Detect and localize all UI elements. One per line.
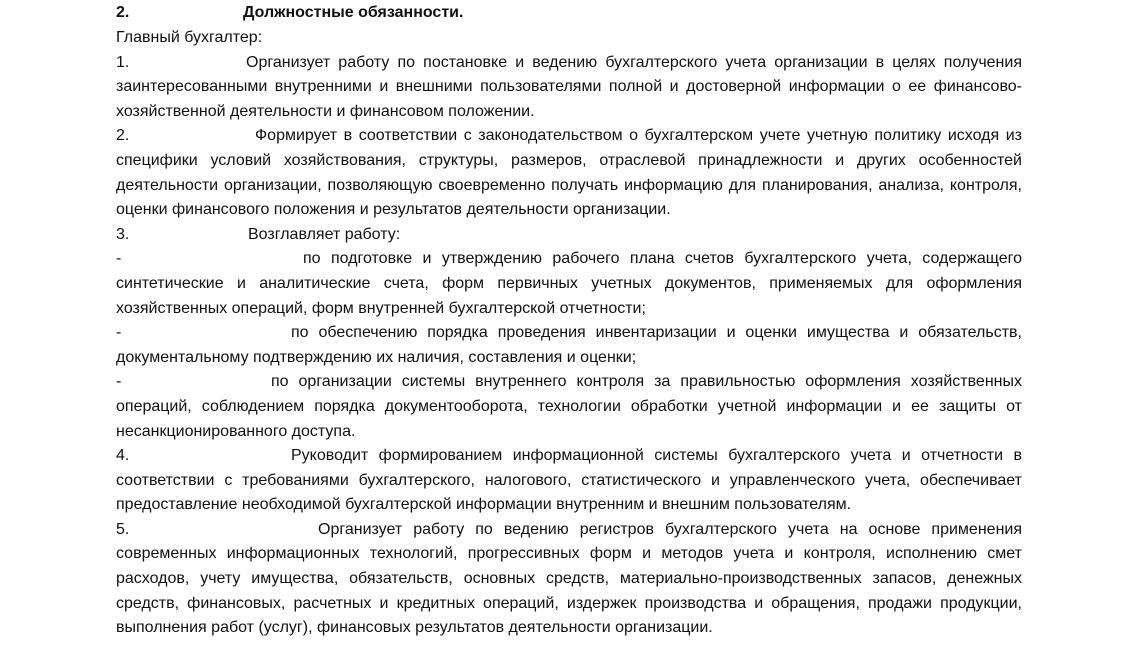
item-text: Организует работу по ведению регистров бухгалтерского учета на основе применения современных информационных технологий, прогрессивных форм и методов учета и контроля, исполнению смет расходов, учету имущества, обязательств, основных средств, материально-производственных запасов, денежных средств, финансовых, расчетных и кредитных операций, издержек производства и обращения, продажи продукции, выполнения работ (услуг), финансовых результатов деятельности организации. [116, 520, 1022, 637]
duty-item-1 [116, 51, 1022, 125]
duty-item-2 [116, 124, 1022, 222]
duty-item-4 [116, 444, 1022, 518]
item-text: по обеспечению порядка проведения инвентаризации и оценки имущества и обязательств, документальному подтверждению их наличия, составления и оценки; [116, 324, 1022, 366]
item-marker: 2. [116, 127, 130, 145]
section-number: 2. [116, 4, 130, 21]
item-text: по организации системы внутреннего контроля за правильностью оформления хозяйственных операций, соблюдением порядка документооборота, технологии обработки учетной информации и ее защиты от несанкционированного доступа. [116, 373, 1022, 440]
item-marker: 4. [116, 447, 130, 465]
item-text: по подготовке и утверждению рабочего плана счетов бухгалтерского учета, содержащего синтетические и аналитические счета, форм первичных учетных документов, применяемых для оформления хозяйственных операций, форм внутренней бухгалтерской отчетности; [116, 250, 1022, 317]
section-title: Должностные обязанности. [243, 4, 464, 21]
role-label: Главный бухгалтер: [116, 29, 263, 46]
duty-item-5 [116, 518, 1022, 641]
duty-item-3 [116, 223, 1022, 248]
item-marker: 3. [116, 225, 130, 243]
item-text: Формирует в соответствии с законодательством о бухгалтерском учете учетную политику исходя из специфики условий хозяйствования, структуры, размеров, отраслевой принадлежности и других особенностей деятельности организации, позволяющую своевременно получать информацию для планирования, анализа, контроля, оценки финансового положения и результатов деятельности организации. [116, 127, 1022, 219]
bullet-marker: - [116, 250, 122, 268]
item-text: Возглавляет работу: [248, 225, 401, 243]
item-text: Организует работу по постановке и ведению бухгалтерского учета организации в целях получения заинтересованными внутренними и внешними пользователями полной и достоверной информации о ее финансово-хозяйственной деятельности и финансовом положении. [116, 53, 1022, 120]
item-text: Руководит формированием информационной системы бухгалтерского учета и отчетности в соответствии с требованиями бухгалтерского, налогового, статистического и управленческого учета, обеспечивает предоставление необходимой бухгалтерской информации внутренним и внешним пользователям. [116, 447, 1022, 514]
item-marker: 1. [116, 53, 130, 71]
document-page [116, 0, 1022, 641]
bullet-marker: - [116, 373, 122, 391]
section-heading [116, 0, 1022, 26]
duty-subitem-2 [116, 321, 1022, 370]
duty-subitem-3 [116, 370, 1022, 444]
bullet-marker: - [116, 324, 122, 342]
duty-subitem-1 [116, 247, 1022, 321]
item-marker: 5. [116, 520, 130, 538]
